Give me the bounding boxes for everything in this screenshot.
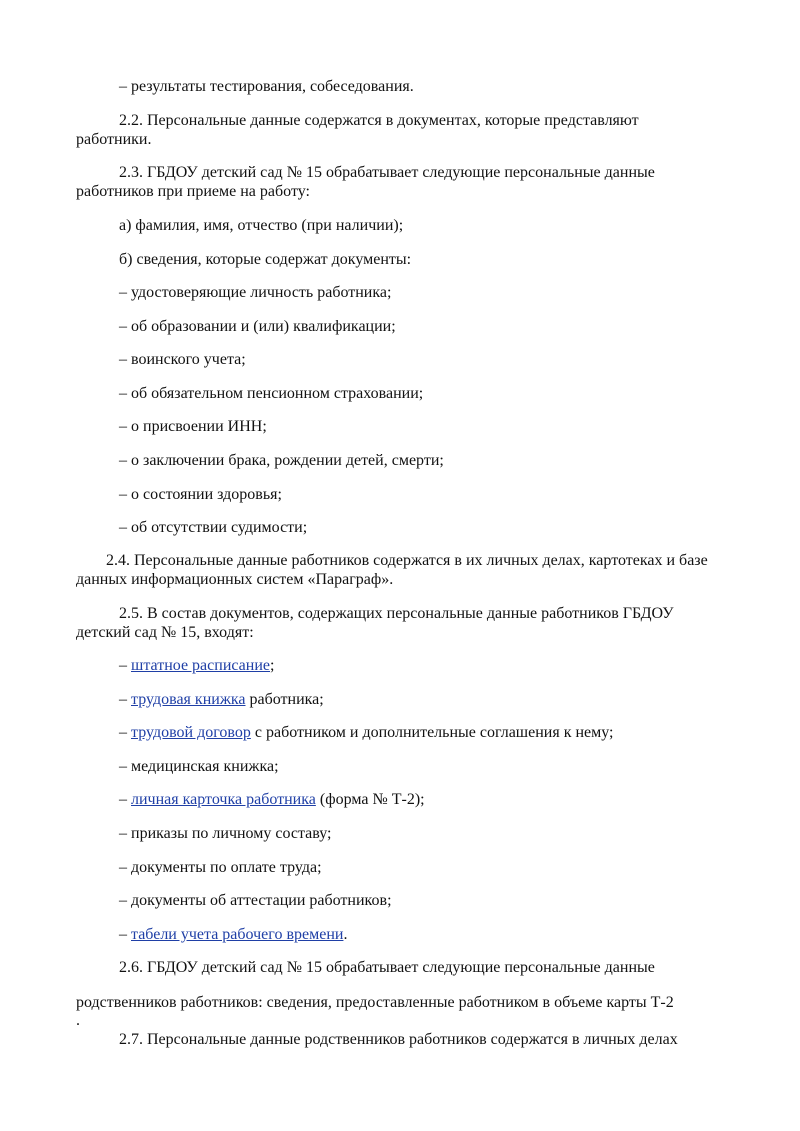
list-item: – документы об аттестации работников;	[119, 892, 392, 909]
list-item-tail: с работником и дополнительные соглашения к нему;	[250, 724, 614, 741]
list-dash: –	[119, 657, 131, 674]
paragraph-2-5-line-1: 2.5. В состав документов, содержащих персональные данные работников ГБДОУ	[119, 605, 674, 622]
paragraph-2-2-line-2: работники.	[76, 131, 152, 148]
list-item	[119, 790, 425, 809]
list-dash: –	[119, 691, 131, 708]
link-employment-contract[interactable]: трудовой договор	[131, 724, 251, 741]
list-item: – приказы по личному составу;	[119, 825, 332, 842]
paragraph-2-7-line-1: 2.7. Персональные данные родственников работников содержатся в личных делах	[119, 1031, 678, 1048]
list-item: – о состоянии здоровья;	[119, 486, 282, 503]
list-item: – об обязательном пенсионном страховании;	[119, 385, 424, 402]
list-item	[119, 723, 614, 742]
paragraph-2-5-line-2: детский сад № 15, входят:	[76, 624, 254, 641]
list-dash: –	[119, 791, 131, 808]
list-item: – об отсутствии судимости;	[119, 519, 308, 536]
list-item: – результаты тестирования, собеседования.	[119, 78, 414, 95]
link-personal-card[interactable]: личная карточка работника	[131, 791, 316, 808]
paragraph-2-6-line-1: 2.6. ГБДОУ детский сад № 15 обрабатывает следующие персональные данные	[119, 959, 655, 976]
list-item	[119, 690, 324, 709]
list-dash: –	[119, 724, 131, 741]
link-timesheets[interactable]: табели учета рабочего времени	[131, 926, 344, 943]
list-item: – удостоверяющие личность работника;	[119, 284, 392, 301]
paragraph-2-6-line-2: родственников работников: сведения, предоставленные работником в объеме карты Т-2	[76, 994, 674, 1011]
paragraph-2-3-line-2: работников при приеме на работу:	[76, 183, 310, 200]
list-item: а) фамилия, имя, отчество (при наличии);	[119, 217, 404, 234]
list-item	[119, 656, 274, 675]
list-item-tail: работника;	[245, 691, 324, 708]
paragraph-2-2-line-1: 2.2. Персональные данные содержатся в документах, которые представляют	[119, 112, 639, 129]
paragraph-2-6-line-3: .	[76, 1012, 80, 1029]
list-item: – медицинская книжка;	[119, 758, 279, 775]
paragraph-2-4-line-1: 2.4. Персональные данные работников содержатся в их личных делах, картотеках и базе	[106, 552, 708, 569]
list-item-tail: ;	[270, 657, 275, 674]
list-item	[119, 925, 347, 944]
paragraph-2-3-line-1: 2.3. ГБДОУ детский сад № 15 обрабатывает следующие персональные данные	[119, 164, 655, 181]
paragraph-2-4-line-2: данных информационных систем «Параграф».	[76, 571, 394, 588]
list-item: – о заключении брака, рождении детей, смерти;	[119, 452, 444, 469]
list-item: б) сведения, которые содержат документы:	[119, 251, 412, 268]
list-item: – о присвоении ИНН;	[119, 418, 267, 435]
list-item: – воинского учета;	[119, 351, 246, 368]
list-item: – об образовании и (или) квалификации;	[119, 318, 396, 335]
list-item-tail: (форма № Т-2);	[315, 791, 425, 808]
list-dash: –	[119, 926, 131, 943]
link-staffing-table[interactable]: штатное расписание	[131, 657, 270, 674]
list-item: – документы по оплате труда;	[119, 859, 322, 876]
link-employment-record-book[interactable]: трудовая книжка	[131, 691, 246, 708]
list-item-tail: .	[343, 926, 348, 943]
